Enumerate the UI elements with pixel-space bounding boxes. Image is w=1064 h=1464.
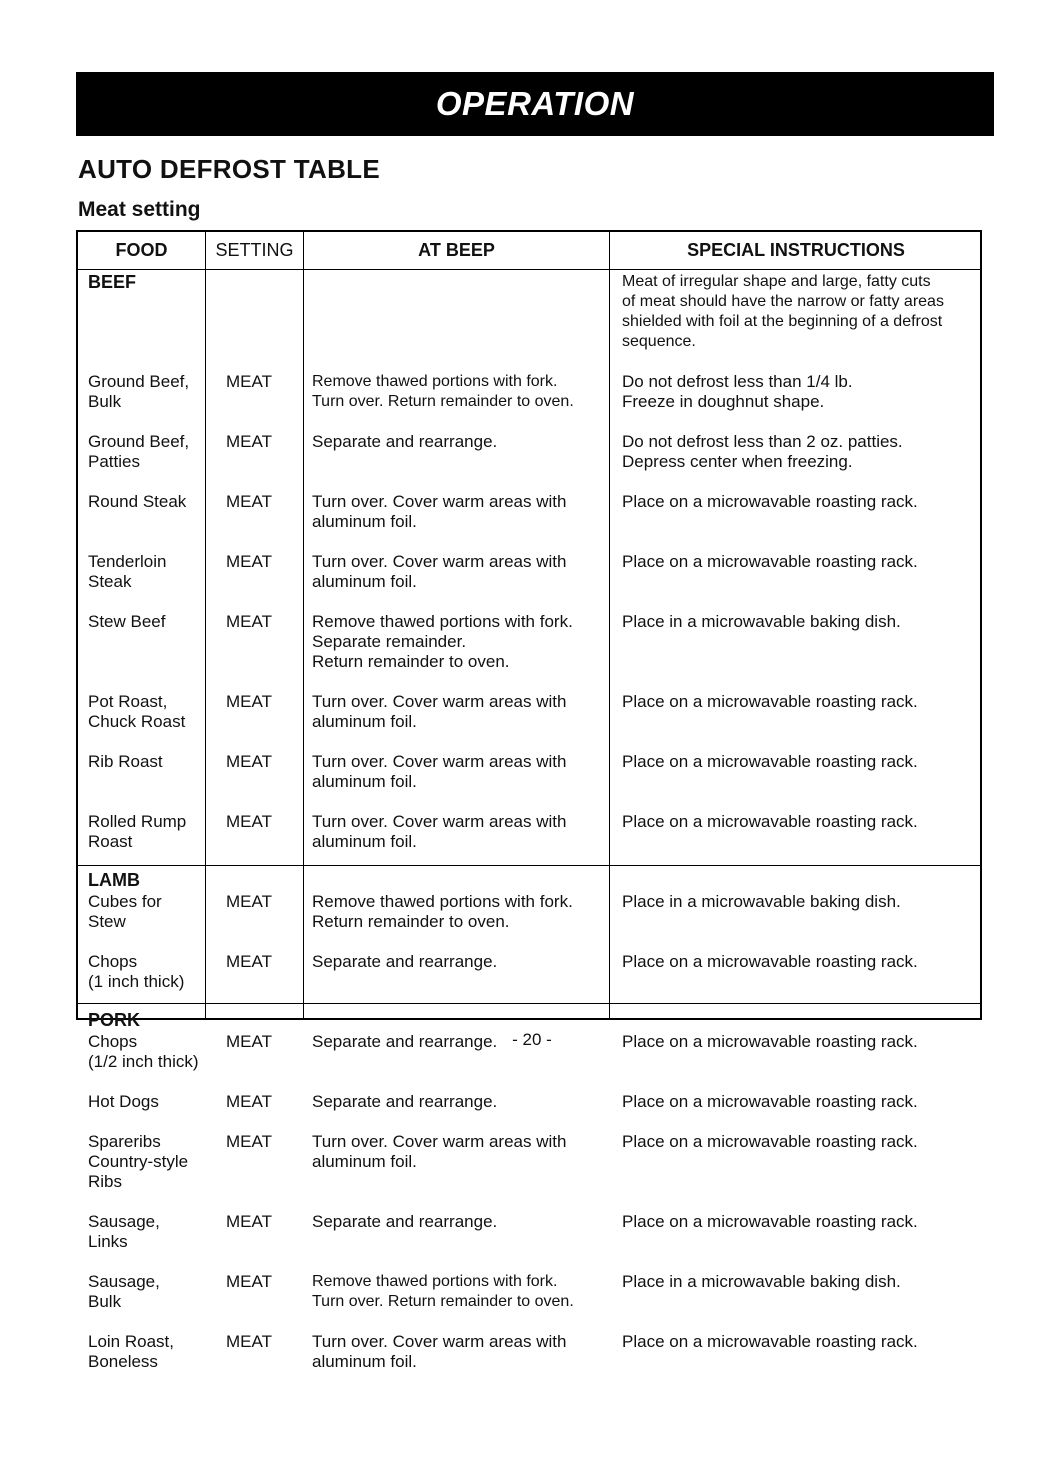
setting-cell: MEAT	[226, 372, 272, 391]
at-beep-cell: Separate and rearrange.	[312, 1092, 498, 1111]
at-beep-cell: Separate and rearrange.	[312, 1212, 498, 1231]
special-instructions-cell: Place on a microwavable roasting rack.	[622, 1092, 918, 1111]
food-cell: Hot Dogs	[88, 1092, 159, 1111]
header-food: FOOD	[115, 240, 168, 260]
special-instructions-cell: Place on a microwavable roasting rack.	[622, 692, 918, 711]
section-beef: BEEF	[88, 272, 137, 292]
at-beep-cell: Separate and rearrange.	[312, 1032, 498, 1051]
column-divider	[303, 232, 304, 1018]
setting-cell: MEAT	[226, 892, 272, 911]
setting-cell: MEAT	[226, 552, 272, 571]
setting-cell: MEAT	[226, 812, 272, 831]
special-instructions-cell: Place on a microwavable roasting rack.	[622, 1332, 918, 1351]
page-title: AUTO DEFROST TABLE	[78, 154, 380, 184]
setting-cell: MEAT	[226, 1272, 272, 1291]
banner-title: OPERATION	[435, 85, 635, 122]
at-beep-cell: Turn over. Cover warm areas with aluminum foil.	[312, 492, 567, 531]
setting-cell: MEAT	[226, 952, 272, 971]
setting-cell: MEAT	[226, 752, 272, 771]
at-beep-cell: Remove thawed portions with fork. Return remainder to oven.	[312, 892, 573, 931]
special-instructions-cell: Place on a microwavable roasting rack.	[622, 1212, 918, 1231]
column-divider	[609, 232, 610, 1018]
header-special-instructions: SPECIAL INSTRUCTIONS	[687, 240, 905, 260]
special-instructions-cell: Do not defrost less than 2 oz. patties. Depress center when freezing.	[622, 432, 903, 471]
food-cell: Tenderloin Steak	[88, 552, 167, 591]
beef-general-note: Meat of irregular shape and large, fatty cuts of meat should have the narrow or fatty areas shielded with foil at the beginning of a defrost sequence.	[622, 273, 944, 350]
food-cell: Spareribs Country-style Ribs	[88, 1132, 189, 1191]
food-cell: Rolled Rump Roast	[88, 812, 187, 851]
column-divider	[205, 232, 206, 1018]
setting-cell: MEAT	[226, 1332, 272, 1351]
at-beep-cell: Turn over. Cover warm areas with aluminum foil.	[312, 552, 567, 591]
header-at-beep: AT BEEP	[418, 240, 495, 260]
food-cell: Rib Roast	[88, 752, 163, 771]
special-instructions-cell: Place on a microwavable roasting rack.	[622, 752, 918, 771]
header-divider	[78, 269, 980, 270]
at-beep-cell: Turn over. Cover warm areas with aluminum foil.	[312, 812, 567, 851]
at-beep-cell: Turn over. Cover warm areas with aluminum foil.	[312, 752, 567, 791]
special-instructions-cell: Place in a microwavable baking dish.	[622, 612, 901, 631]
food-cell: Ground Beef, Bulk	[88, 372, 190, 411]
setting-cell: MEAT	[226, 432, 272, 451]
food-cell: Chops (1 inch thick)	[88, 952, 185, 991]
page-number: - 20 -	[512, 1030, 552, 1049]
at-beep-cell: Remove thawed portions with fork. Turn over. Return remainder to oven.	[312, 1273, 574, 1310]
setting-cell: MEAT	[226, 1212, 272, 1231]
food-cell: Cubes for Stew	[88, 892, 162, 931]
special-instructions-cell: Place on a microwavable roasting rack.	[622, 1032, 918, 1051]
special-instructions-cell: Do not defrost less than 1/4 lb. Freeze in doughnut shape.	[622, 372, 853, 411]
special-instructions-cell: Place on a microwavable roasting rack.	[622, 952, 918, 971]
page-subtitle: Meat setting	[78, 198, 201, 221]
food-cell: Sausage, Bulk	[88, 1272, 160, 1311]
setting-cell: MEAT	[226, 1092, 272, 1111]
section-lamb: LAMB	[88, 870, 140, 890]
at-beep-cell: Separate and rearrange.	[312, 952, 498, 971]
special-instructions-cell: Place in a microwavable baking dish.	[622, 892, 901, 911]
food-cell: Round Steak	[88, 492, 187, 511]
at-beep-cell: Remove thawed portions with fork. Turn over. Return remainder to oven.	[312, 373, 574, 410]
special-instructions-cell: Place in a microwavable baking dish.	[622, 1272, 901, 1291]
setting-cell: MEAT	[226, 492, 272, 511]
section-banner	[76, 72, 994, 136]
food-cell: Sausage, Links	[88, 1212, 160, 1251]
at-beep-cell: Turn over. Cover warm areas with aluminum foil.	[312, 1132, 567, 1171]
special-instructions-cell: Place on a microwavable roasting rack.	[622, 812, 918, 831]
at-beep-cell: Turn over. Cover warm areas with aluminum foil.	[312, 1332, 567, 1371]
food-cell: Chops (1/2 inch thick)	[88, 1032, 199, 1071]
at-beep-cell: Turn over. Cover warm areas with aluminum foil.	[312, 692, 567, 731]
setting-cell: MEAT	[226, 1032, 272, 1051]
section-divider	[78, 1003, 980, 1004]
at-beep-cell: Remove thawed portions with fork. Separate remainder. Return remainder to oven.	[312, 612, 573, 671]
food-cell: Loin Roast, Boneless	[88, 1332, 174, 1371]
setting-cell: MEAT	[226, 1132, 272, 1151]
setting-cell: MEAT	[226, 612, 272, 631]
special-instructions-cell: Place on a microwavable roasting rack.	[622, 492, 918, 511]
setting-cell: MEAT	[226, 692, 272, 711]
special-instructions-cell: Place on a microwavable roasting rack.	[622, 552, 918, 571]
header-setting: SETTING	[215, 240, 294, 260]
food-cell: Stew Beef	[88, 612, 166, 631]
food-cell: Pot Roast, Chuck Roast	[88, 692, 186, 731]
special-instructions-cell: Place on a microwavable roasting rack.	[622, 1132, 918, 1151]
food-cell: Ground Beef, Patties	[88, 432, 190, 471]
section-divider	[78, 865, 980, 866]
at-beep-cell: Separate and rearrange.	[312, 432, 498, 451]
section-pork: PORK	[88, 1010, 141, 1030]
